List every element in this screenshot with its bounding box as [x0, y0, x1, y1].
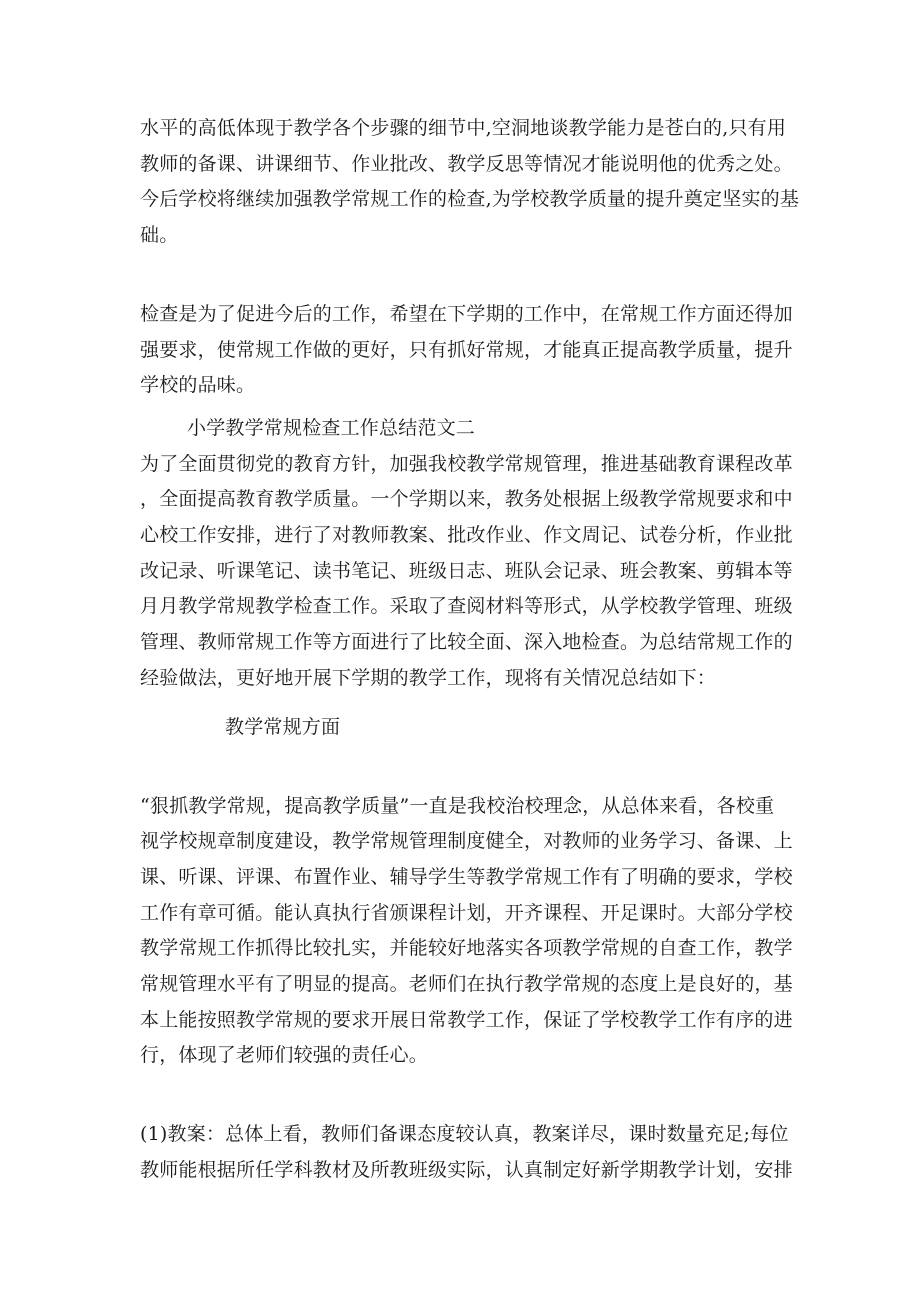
paragraph-3-line-5: 月月教学常规教学检查工作。采取了查阅材料等形式，从学校教学管理、班级 [140, 595, 793, 617]
paragraph-4-line-8: 行，体现了老师们较强的责任心。 [140, 1044, 429, 1066]
paragraph-3-line-3: 心校工作安排，进行了对教师教案、批改作业、作文周记、试卷分析，作业批 [140, 524, 793, 546]
paragraph-4-line-3: 课、听课、评课、布置作业、辅导学生等教学常规工作有了明确的要求，学校 [140, 866, 793, 888]
paragraph-5-line-2: 教师能根据所任学科教材及所教班级实际，认真制定好新学期教学计划，安排 [140, 1159, 793, 1181]
paragraph-3-line-2: ，全面提高教育教学质量。一个学期以来，教务处根据上级教学常规要求和中 [140, 488, 793, 510]
paragraph-2-line-2: 强要求，使常规工作做的更好，只有抓好常规，才能真正提高教学质量，提升 [140, 339, 793, 361]
paragraph-1-line-3: 今后学校将继续加强教学常规工作的检查,为学校教学质量的提升奠定坚实的基 [140, 188, 800, 210]
paragraph-4-line-6: 常规管理水平有了明显的提高。老师们在执行教学常规的态度上是良好的，基 [140, 973, 793, 995]
paragraph-3-line-4: 改记录、听课笔记、读书笔记、班级日志、班队会记录、班会教案、剪辑本等 [140, 560, 793, 582]
paragraph-2-line-1: 检查是为了促进今后的工作，希望在下学期的工作中，在常规工作方面还得加 [140, 303, 793, 325]
paragraph-4-line-4: 工作有章可循。能认真执行省颁课程计划，开齐课程、开足课时。大部分学校 [140, 902, 793, 924]
paragraph-4-line-5: 教学常规工作抓得比较扎实，并能较好地落实各项教学常规的自查工作，教学 [140, 937, 793, 959]
paragraph-4-line-2: 视学校规章制度建设，教学常规管理制度健全，对教师的业务学习、备课、上 [140, 830, 793, 852]
section-heading-1: 小学教学常规检查工作总结范文二 [187, 417, 476, 439]
paragraph-3-line-6: 管理、教师常规工作等方面进行了比较全面、深入地检查。为总结常规工作的 [140, 631, 793, 653]
paragraph-1-line-1: 水平的高低体现于教学各个步骤的细节中,空洞地谈教学能力是苍白的,只有用 [140, 117, 787, 139]
paragraph-4-line-7: 本上能按照教学常规的要求开展日常教学工作，保证了学校教学工作有序的进 [140, 1009, 793, 1031]
paragraph-4-line-1: “狠抓教学常规，提高教学质量”一直是我校治校理念，从总体来看，各校重 [140, 795, 775, 817]
paragraph-3-line-7: 经验做法，更好地开展下学期的教学工作，现将有关情况总结如下： [140, 667, 717, 689]
paragraph-1-line-4: 础。 [140, 224, 179, 246]
paragraph-1-line-2: 教师的备课、讲课细节、作业批改、教学反思等情况才能说明他的优秀之处。 [140, 153, 793, 175]
paragraph-3-line-1: 为了全面贯彻党的教育方针，加强我校教学常规管理，推进基础教育课程改革 [140, 453, 793, 475]
section-heading-2: 教学常规方面 [225, 716, 341, 738]
paragraph-5-line-1: (1)教案：总体上看，教师们备课态度较认真，教案详尽，课时数量充足;每位 [140, 1123, 789, 1145]
paragraph-2-line-3: 学校的品味。 [140, 374, 256, 396]
